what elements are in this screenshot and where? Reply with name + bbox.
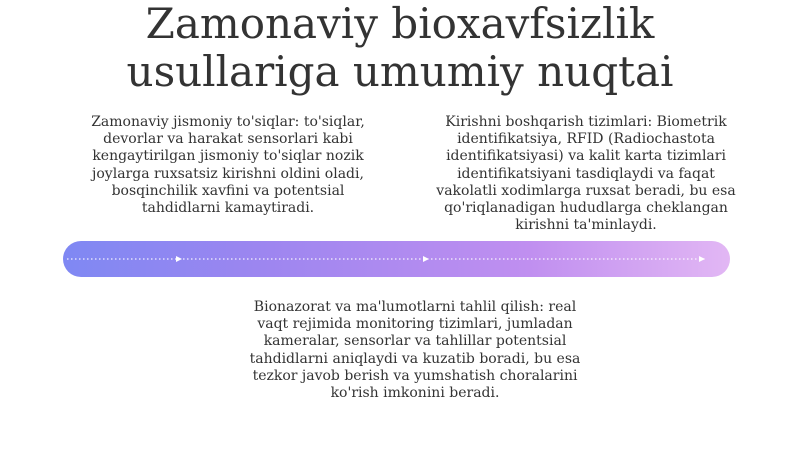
arrow-right-icon [176, 256, 182, 262]
timeline-bar [63, 241, 730, 277]
text-block-biomonitoring: Bionazorat va ma'lumotlarni tahlil qilish: real vaqt rejimida monitoring tizimlari, jumladan kameralar, sensorlar va tahlillar potentsial tahdidlarni aniqlaydi va kuzatib boradi, bu esa tezkor javob berish va yumshatish choralarini ko'rish imkonini beradi. [249, 299, 581, 402]
page-title: Zamonaviy bioxavfsizlik usullariga umumiy nuqtai [126, 0, 674, 96]
arrow-right-icon [699, 256, 705, 262]
text-block-physical-barriers: Zamonaviy jismoniy to'siqlar: to'siqlar, devorlar va harakat sensorlari kabi kengaytirilgan jismoniy to'siqlar nozik joylarga ruxsatsiz kirishni oldini oladi, bosqinchilik xavfini va potentsial tahdidlarni kamaytiradi. [91, 114, 365, 217]
text-block-access-control: Kirishni boshqarish tizimlari: Biometrik identifikatsiya, RFID (Radiochastota identifikatsiyasi) va kalit karta tizimlari identifikatsiyani tasdiqlaydi va faqat vakolatli xodimlarga ruxsat beradi, bu esa qo'riqlanadigan hududlarga cheklangan kirishni ta'minlaydi. [436, 114, 736, 234]
timeline-dotted-line [63, 241, 730, 277]
arrow-right-icon [423, 256, 429, 262]
